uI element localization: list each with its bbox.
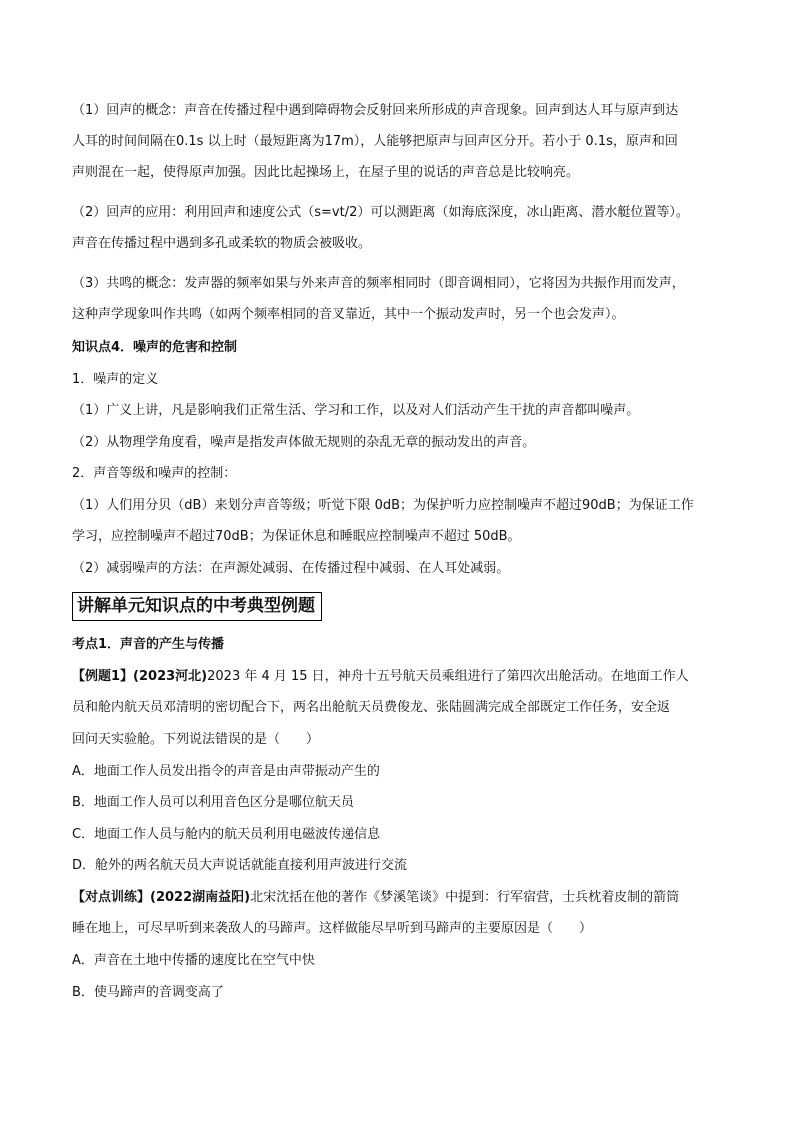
- example-1-option-a: A．地面工作人员发出指令的声音是由声带振动产生的: [72, 764, 380, 779]
- paragraph-echo-concept-line-1: （1）回声的概念：声音在传播过程中遇到障碍物会反射回来所形成的声音现象。回声到达人耳与原声到达: [72, 103, 679, 118]
- knowledge-point-4-title: 知识点4．噪声的危害和控制: [72, 340, 238, 355]
- paragraph-echo-application-line-1: （2）回声的应用：利用回声和速度公式（s=vt/2）可以测距离（如海底深度，冰山距离、潜水艇位置等）。: [72, 205, 689, 220]
- example-1-option-b: B．地面工作人员可以利用音色区分是哪位航天员: [72, 795, 354, 810]
- noise-definition-title: 1．噪声的定义: [72, 372, 159, 387]
- training-source: (2022湖南益阳): [150, 890, 251, 905]
- training-stem-line-1: [72, 889, 679, 907]
- training-stem-text: 北宋沈括在他的著作《梦溪笔谈》中提到：行军宿营，士兵枕着皮制的箭筒: [250, 890, 680, 905]
- paragraph-echo-concept-line-2: 人耳的时间间隔在0.1s 以上时（最短距离为17m），人能够把原声与回声区分开。若小于 0.1s，原声和回: [72, 134, 678, 149]
- training-tag: 【对点训练】: [72, 890, 151, 905]
- paragraph-echo-concept-line-3: 声则混在一起，使得原声加强。因此比起操场上，在屋子里的说话的声音总是比较响亮。: [72, 165, 580, 180]
- noise-control-1-line-1: （1）人们用分贝（dB）来划分声音等级；听觉下限 0dB；为保护听力应控制噪声不超过90dB；为保证工作: [72, 498, 694, 513]
- noise-definition-2: （2）从物理学角度看，噪声是指发声体做无规则的杂乱无章的振动发出的声音。: [72, 435, 536, 450]
- training-option-a: A．声音在土地中传播的速度比在空气中快: [72, 953, 315, 968]
- example-1-stem-line-2: 员和舱内航天员邓清明的密切配合下，两名出舱航天员费俊龙、张陆圆满完成全部既定工作任务，安全返: [72, 700, 671, 715]
- exam-point-1-title: 考点1．声音的产生与传播: [72, 637, 225, 652]
- section-heading-box: 讲解单元知识点的中考典型例题: [72, 592, 322, 621]
- example-1-source: (2023河北): [133, 669, 208, 684]
- example-1-option-c: C．地面工作人员与舱内的航天员利用电磁波传递信息: [72, 827, 381, 842]
- paragraph-echo-application-line-2: 声音在传播过程中遇到多孔或柔软的物质会被吸收。: [72, 236, 372, 251]
- training-stem-line-2: 睡在地上，可尽早听到来袭敌人的马蹄声。这样做能尽早听到马蹄声的主要原因是（ ）: [72, 921, 593, 936]
- example-1-option-d: D．舱外的两名航天员大声说话就能直接利用声波进行交流: [72, 858, 408, 873]
- noise-control-1-line-2: 学习，应控制噪声不超过70dB；为保证休息和睡眠应控制噪声不超过 50dB。: [72, 529, 521, 544]
- example-1-stem-line-1: [72, 668, 689, 686]
- paragraph-resonance-line-2: 这种声学现象叫作共鸣（如两个频率相同的音叉靠近，其中一个振动发声时，另一个也会发声）。: [72, 307, 625, 322]
- example-1-stem-line-3: 回问天实验舱。下列说法错误的是（ ）: [72, 732, 320, 747]
- training-option-b: B．使马蹄声的音调变高了: [72, 985, 224, 1000]
- paragraph-resonance-line-1: （3）共鸣的概念：发声器的频率如果与外来声音的频率相同时（即音调相同），它将因为共振作用而发声，: [72, 276, 685, 291]
- noise-definition-1: （1）广义上讲，凡是影响我们正常生活、学习和工作，以及对人们活动产生干扰的声音都叫噪声。: [72, 403, 640, 418]
- example-1-tag: 【例题1】: [72, 669, 134, 684]
- noise-control-title: 2．声音等级和噪声的控制：: [72, 466, 237, 481]
- example-1-stem-text: 2023 年 4 月 15 日，神舟十五号航天员乘组进行了第四次出舱活动。在地面工作人: [207, 669, 689, 684]
- noise-control-2: （2）减弱噪声的方法：在声源处减弱、在传播过程中减弱、在人耳处减弱。: [72, 561, 510, 576]
